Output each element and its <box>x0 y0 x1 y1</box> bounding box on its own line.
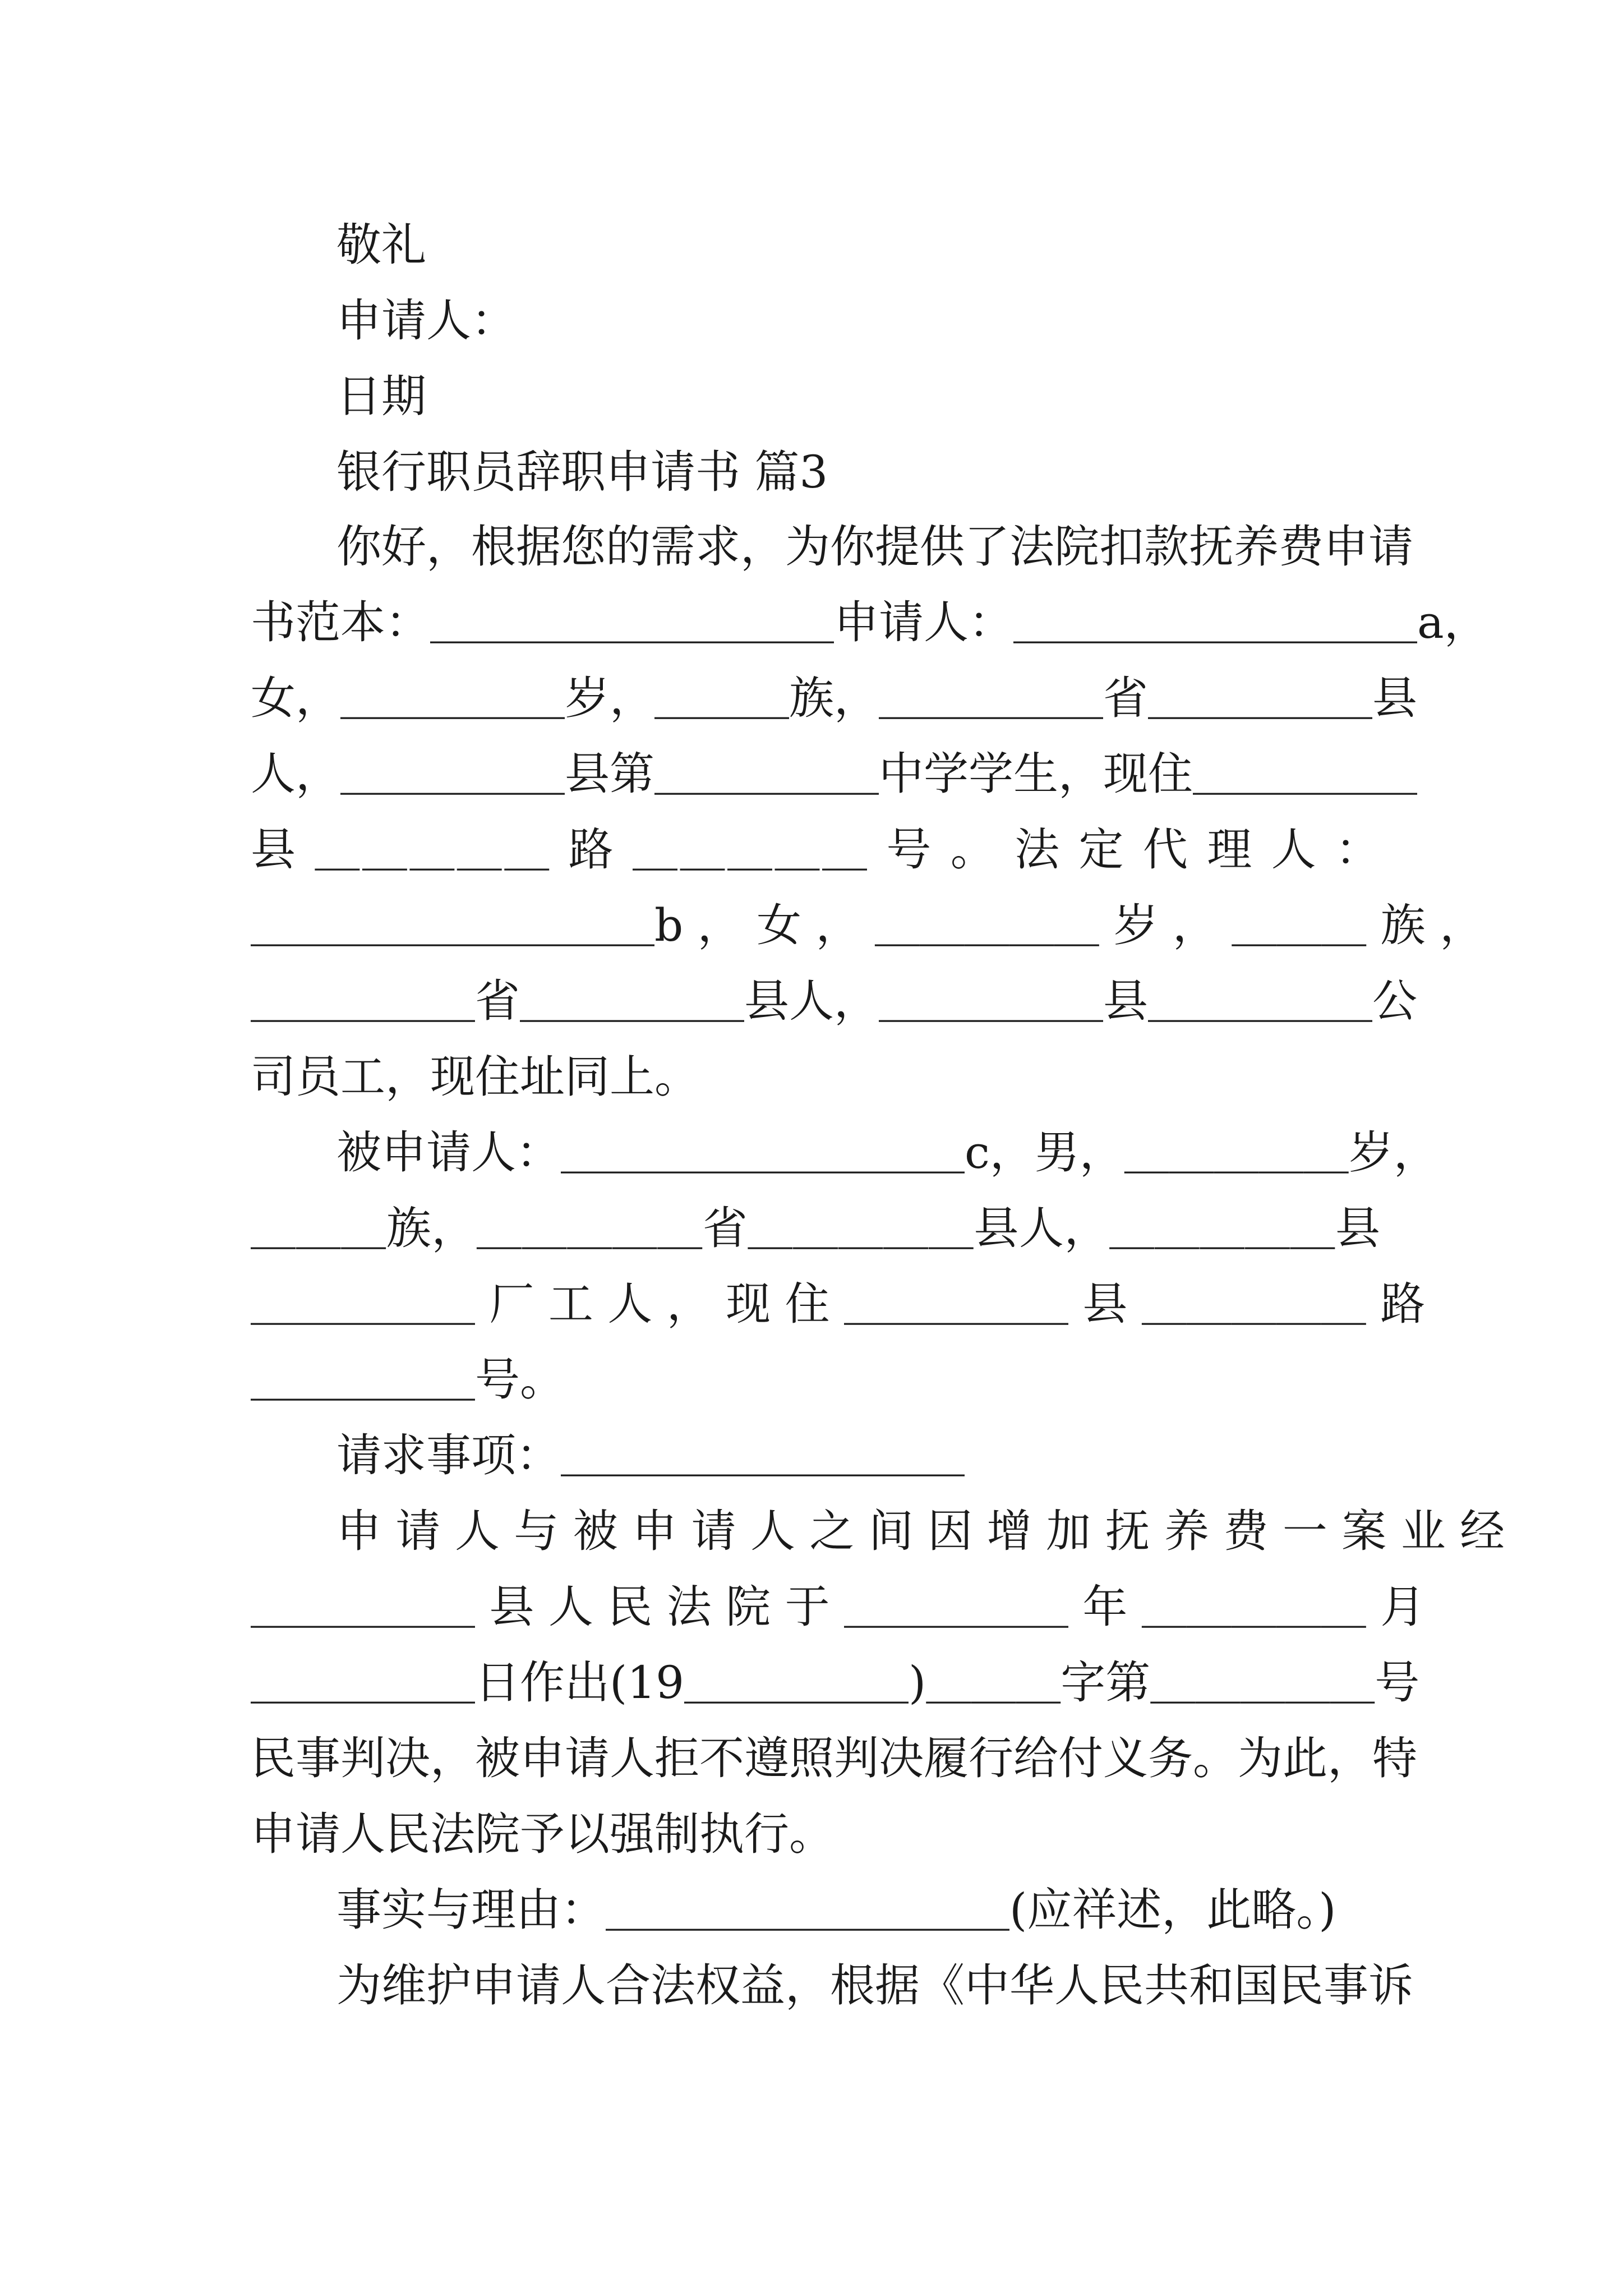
section-heading: 银行职员辞职申请书 篇3 <box>336 446 828 498</box>
text-line: 你好，根据您的需求，为你提供了法院扣款抚养费申请 <box>336 521 1413 573</box>
text-line: 县 ＿＿＿＿＿ 路 ＿＿＿＿＿ 号 。 法 定 代 理 人 ： <box>251 823 1380 876</box>
text-line: 日期 <box>336 370 426 422</box>
text-line: 被申请人：＿＿＿＿＿＿＿＿＿c，男，＿＿＿＿＿岁， <box>336 1126 1438 1179</box>
text-line: 为维护申请人合法权益，根据《中华人民共和国民事诉 <box>336 1959 1413 2012</box>
text-line: 请求事项：＿＿＿＿＿＿＿＿＿ <box>336 1429 965 1481</box>
text-line: 司员工，现住址同上。 <box>251 1051 699 1103</box>
text-line: 申 请 人 与 被 申 请 人 之 间 因 增 加 抚 养 费 一 案 业 经 <box>336 1505 1505 1557</box>
text-line: ＿＿＿＿＿省＿＿＿＿＿县人，＿＿＿＿＿县＿＿＿＿＿公 <box>251 975 1417 1027</box>
text-line: 人，＿＿＿＿＿县第＿＿＿＿＿中学学生，现住＿＿＿＿＿ <box>251 748 1417 800</box>
text-line: 敬礼 <box>336 219 426 271</box>
text-line: 申请人： <box>336 295 516 347</box>
text-line: 民事判决，被申请人拒不遵照判决履行给付义务。为此，特 <box>251 1732 1417 1784</box>
text-line: 书范本：＿＿＿＿＿＿＿＿＿申请人：＿＿＿＿＿＿＿＿＿a， <box>251 596 1489 648</box>
text-line: 事实与理由：＿＿＿＿＿＿＿＿＿(应祥述，此略。) <box>336 1884 1336 1936</box>
text-line: ＿＿＿族，＿＿＿＿＿省＿＿＿＿＿县人，＿＿＿＿＿县 <box>251 1202 1380 1254</box>
text-line: ＿＿＿＿＿日作出(19＿＿＿＿＿)＿＿＿字第＿＿＿＿＿号 <box>251 1657 1420 1709</box>
text-line: ＿＿＿＿＿ 厂 工 人 ， 现 住 ＿＿＿＿＿ 县 ＿＿＿＿＿ 路 <box>251 1278 1426 1330</box>
text-line: 申请人民法院予以强制执行。 <box>251 1808 834 1860</box>
text-line: ＿＿＿＿＿号。 <box>251 1354 565 1406</box>
text-line: 女，＿＿＿＿＿岁，＿＿＿族，＿＿＿＿＿省＿＿＿＿＿县 <box>251 672 1417 724</box>
text-line: ＿＿＿＿＿＿＿＿＿b ， 女 ， ＿＿＿＿＿ 岁 ， ＿＿＿ 族 ， <box>251 899 1485 951</box>
text-line: ＿＿＿＿＿ 县 人 民 法 院 于 ＿＿＿＿＿ 年 ＿＿＿＿＿ 月 <box>251 1581 1426 1633</box>
